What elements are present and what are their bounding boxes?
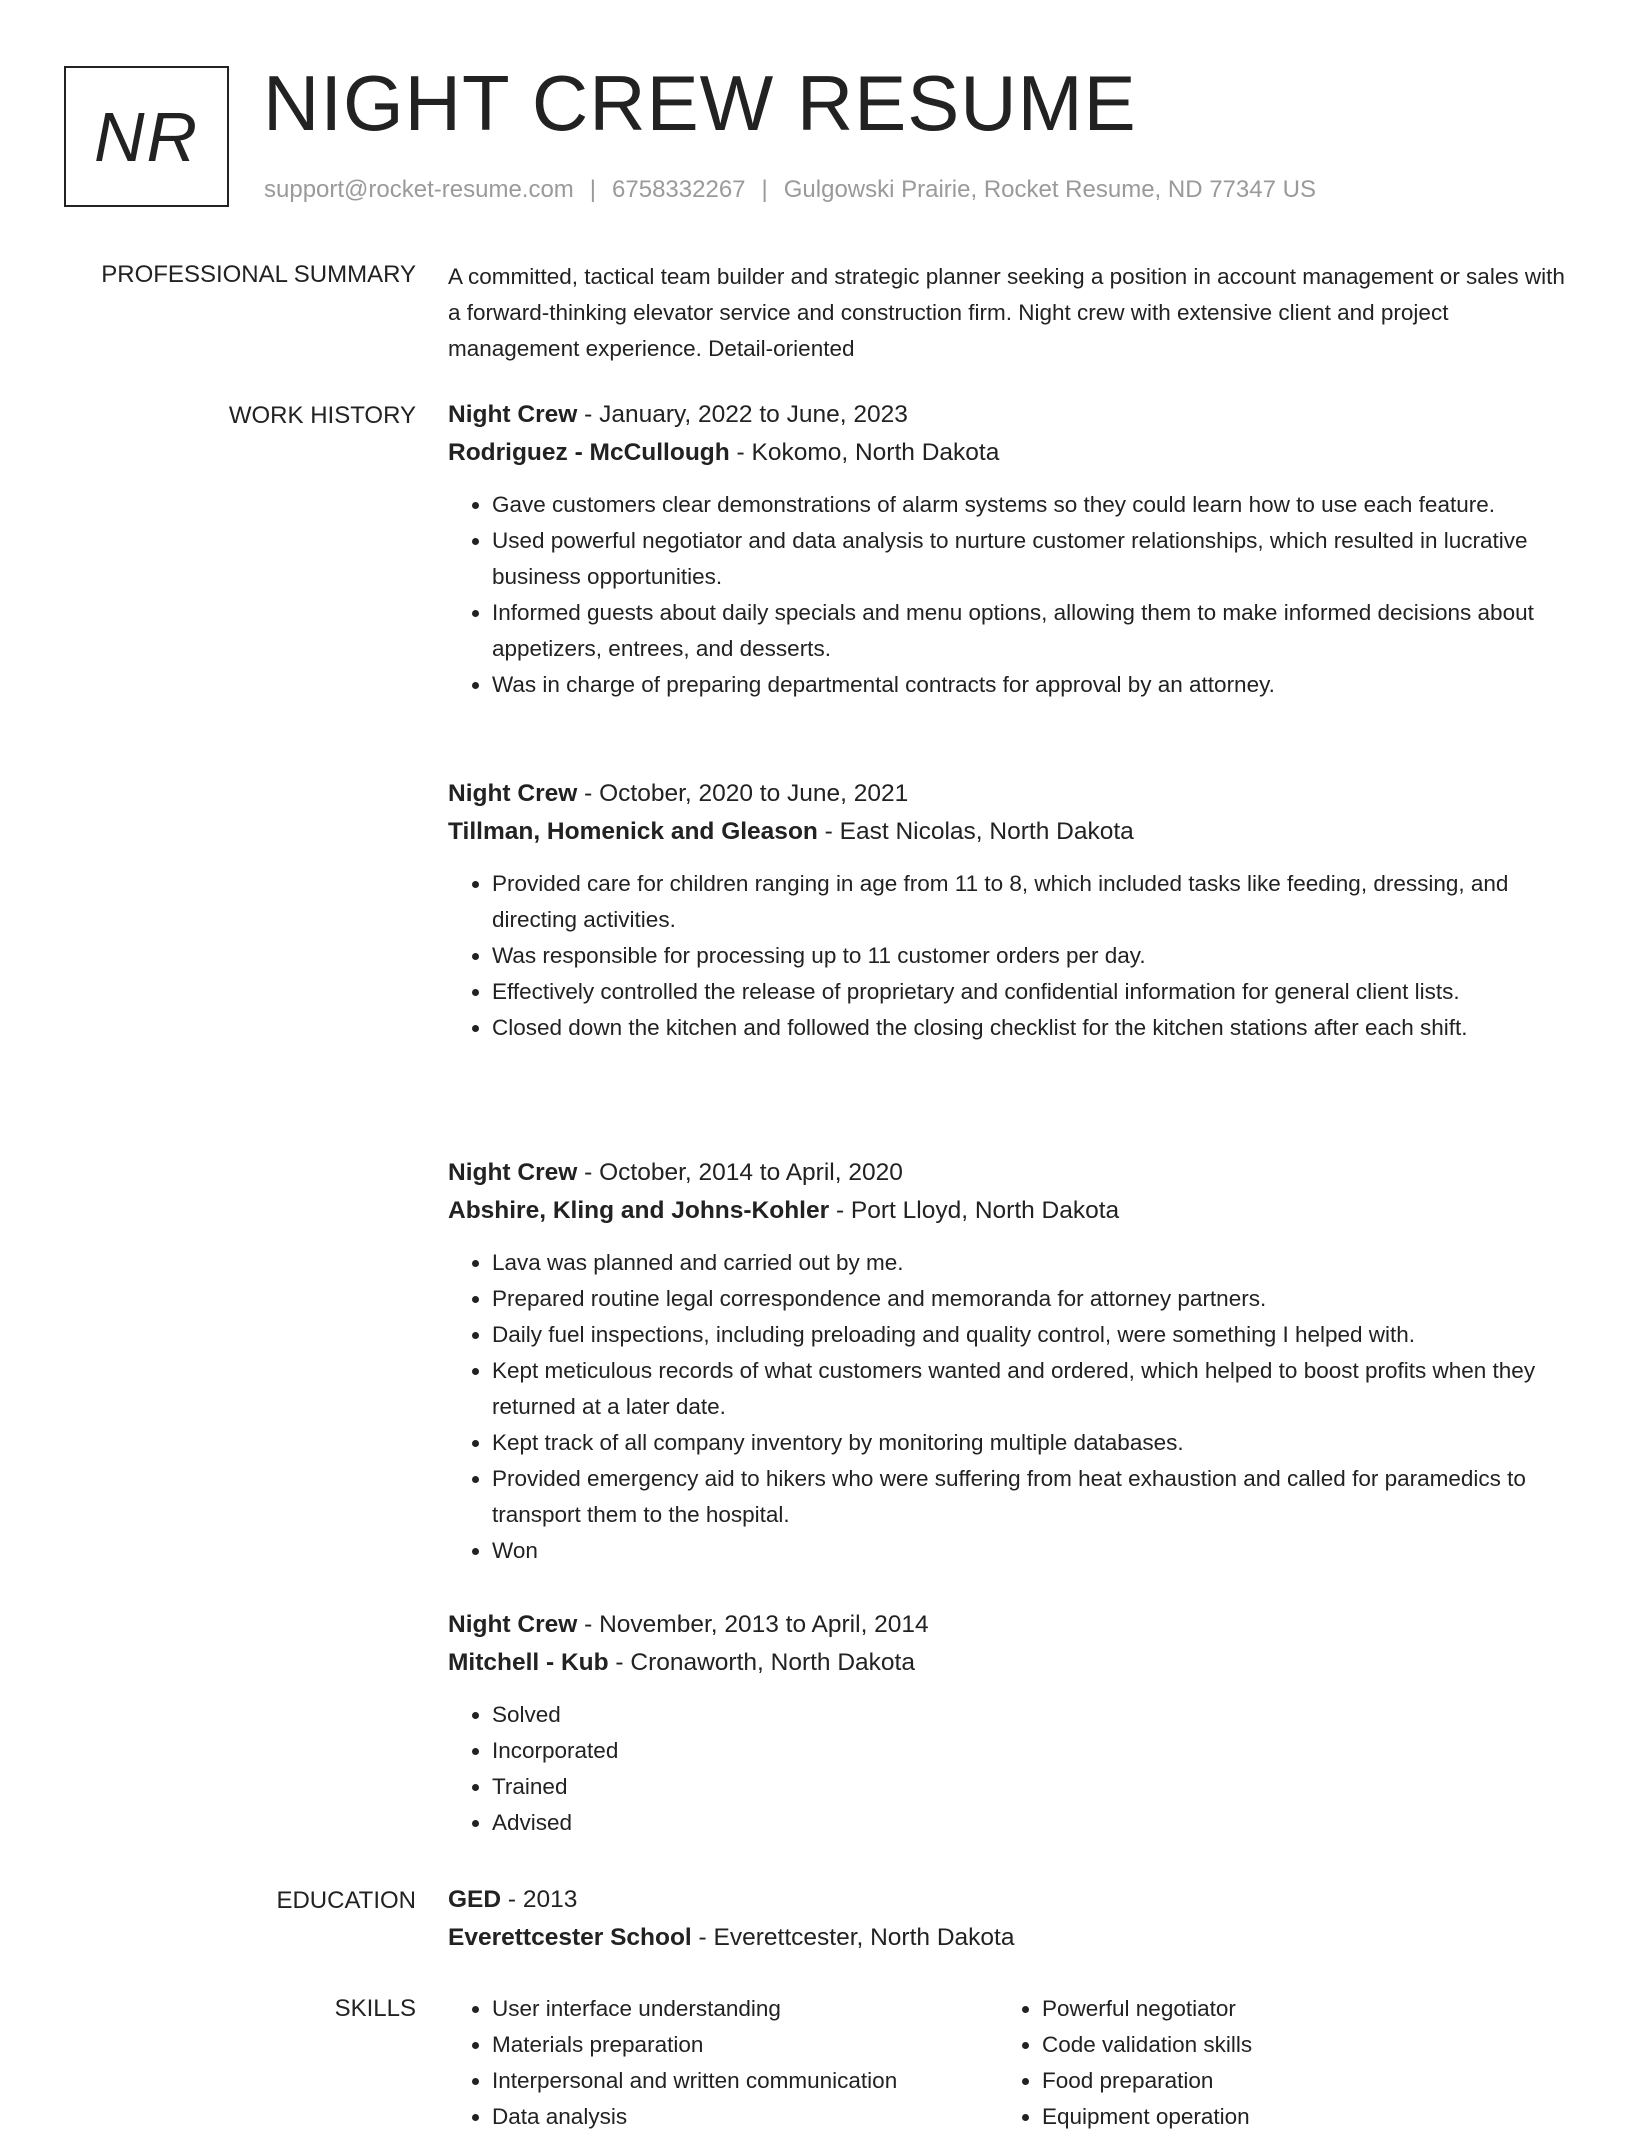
skill-item: • Equipment operation (1042, 2099, 1518, 2135)
skill-item: • Data analysis (492, 2099, 968, 2135)
contact-separator: | (761, 176, 768, 203)
contact-separator: | (589, 176, 597, 203)
list-item: • Informed guests about daily specials and menu options, allowing them to make informed decisions about appetizers, entrees, and desserts. (492, 595, 1572, 667)
job-title-line (448, 778, 1572, 816)
job-company-line (448, 437, 1572, 475)
list-item: • Was in charge of preparing departmental contracts for approval by an attorney. (492, 667, 1572, 703)
contact-line (264, 176, 1316, 204)
list-item: • Provided emergency aid to hikers who were suffering from heat exhaustion and called for paramedics to transport them to the hospital. (492, 1461, 1572, 1533)
resume-title: NIGHT CREW RESUME (263, 59, 1137, 147)
job-location: - Port Lloyd, North Dakota (829, 1197, 1120, 1224)
list-item: • Incorporated (492, 1733, 1572, 1769)
job-title-line (448, 1157, 1572, 1195)
section-label-education: EDUCATION (276, 1887, 416, 1914)
section-label-summary: PROFESSIONAL SUMMARY (101, 261, 416, 288)
contact-phone[interactable]: 6758332267 (612, 176, 746, 203)
job-entry (448, 778, 1572, 1046)
contact-address: Gulgowski Prairie, Rocket Resume, ND 77347 US (783, 176, 1316, 203)
job-company-line (448, 816, 1572, 854)
section-label-skills: SKILLS (334, 1995, 416, 2022)
education-degree: GED (448, 1886, 502, 1913)
job-title: Night Crew (448, 1611, 578, 1638)
job-bullets (448, 1245, 1572, 1569)
job-location: - Kokomo, North Dakota (729, 439, 1000, 466)
job-bullets (448, 866, 1572, 1046)
list-item: • Kept meticulous records of what customers wanted and ordered, which helped to boost profits when they returned at a later date. (492, 1353, 1572, 1425)
job-bullets (448, 487, 1572, 703)
job-company: Tillman, Homenick and Gleason (448, 818, 818, 845)
job-title: Night Crew (448, 1159, 578, 1186)
job-bullets (448, 1697, 1572, 1841)
education-school: Everettcester School (448, 1924, 692, 1951)
education-entry (448, 1884, 1572, 1960)
job-entry (448, 1609, 1572, 1841)
education-degree-line (448, 1884, 1572, 1922)
education-location: - Everettcester, North Dakota (691, 1924, 1015, 1951)
contact-email[interactable]: support@rocket-resume.com (264, 176, 574, 203)
job-title-line (448, 1609, 1572, 1647)
summary-section (448, 259, 1572, 367)
job-dates: - January, 2022 to June, 2023 (577, 401, 908, 428)
list-item: • Advised (492, 1805, 1572, 1841)
list-item: • Prepared routine legal correspondence and memoranda for attorney partners. (492, 1281, 1572, 1317)
job-company-line (448, 1647, 1572, 1685)
skills-list-right (998, 1991, 1518, 2135)
job-dates: - October, 2020 to June, 2021 (577, 780, 909, 807)
education-school-line (448, 1922, 1572, 1960)
job-entry (448, 1157, 1572, 1569)
list-item: • Closed down the kitchen and followed the closing checklist for the kitchen stations after each shift. (492, 1010, 1572, 1046)
monogram-logo: NR (64, 66, 229, 207)
list-item: • Solved (492, 1697, 1572, 1733)
job-entry (448, 399, 1572, 703)
list-item: • Trained (492, 1769, 1572, 1805)
list-item: • Lava was planned and carried out by me. (492, 1245, 1572, 1281)
job-location: - East Nicolas, North Dakota (817, 818, 1134, 845)
list-item: • Won (492, 1533, 1572, 1569)
job-company: Rodriguez - McCullough (448, 439, 730, 466)
job-dates: - October, 2014 to April, 2020 (577, 1159, 903, 1186)
skill-item: • Materials preparation (492, 2027, 968, 2063)
section-label-work: WORK HISTORY (228, 402, 416, 429)
list-item: • Effectively controlled the release of proprietary and confidential information for general client lists. (492, 974, 1572, 1010)
skill-item: • Interpersonal and written communication (492, 2063, 968, 2099)
job-title: Night Crew (448, 780, 578, 807)
job-company-line (448, 1195, 1572, 1233)
list-item: • Daily fuel inspections, including preloading and quality control, were something I helped with. (492, 1317, 1572, 1353)
skill-item: • Food preparation (1042, 2063, 1518, 2099)
list-item: • Was responsible for processing up to 11 customer orders per day. (492, 938, 1572, 974)
list-item: • Used powerful negotiator and data analysis to nurture customer relationships, which resulted in lucrative business opportunities. (492, 523, 1572, 595)
list-item: • Provided care for children ranging in age from 11 to 8, which included tasks like feeding, dressing, and directing activities. (492, 866, 1572, 938)
job-title-line (448, 399, 1572, 437)
job-location: - Cronaworth, North Dakota (608, 1649, 915, 1676)
education-year: - 2013 (501, 1886, 578, 1913)
job-title: Night Crew (448, 401, 578, 428)
skill-item: • User interface understanding (492, 1991, 968, 2027)
skill-item: • Powerful negotiator (1042, 1991, 1518, 2027)
skills-list-left (448, 1991, 968, 2135)
job-company: Mitchell - Kub (448, 1649, 609, 1676)
job-company: Abshire, Kling and Johns-Kohler (448, 1197, 830, 1224)
skill-item: • Code validation skills (1042, 2027, 1518, 2063)
list-item: • Kept track of all company inventory by monitoring multiple databases. (492, 1425, 1572, 1461)
summary-text: A committed, tactical team builder and strategic planner seeking a position in account management or sales with a forward-thinking elevator service and construction firm. Night crew with extensive client and project management experience. Detail-oriented (448, 264, 1565, 361)
list-item: • Gave customers clear demonstrations of alarm systems so they could learn how to use each feature. (492, 487, 1572, 523)
job-dates: - November, 2013 to April, 2014 (577, 1611, 929, 1638)
